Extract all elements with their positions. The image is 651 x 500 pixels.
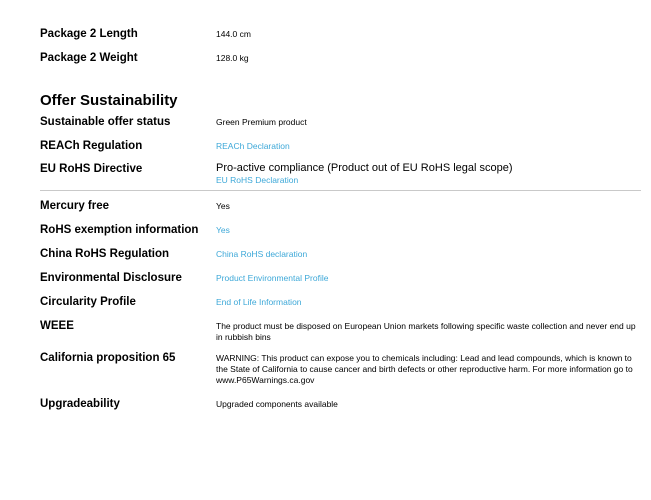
spec-label: Circularity Profile — [40, 296, 136, 308]
china-rohs-declaration-link[interactable]: China RoHS declaration — [216, 249, 308, 259]
product-environmental-profile-link[interactable]: Product Environmental Profile — [216, 273, 329, 283]
spec-label: Environmental Disclosure — [40, 272, 182, 284]
spec-label: Package 2 Weight — [40, 52, 138, 64]
spec-label: REACh Regulation — [40, 140, 143, 152]
eu-rohs-declaration-link[interactable]: EU RoHS Declaration — [216, 175, 299, 185]
spec-label: Upgradeability — [40, 398, 120, 410]
spec-label: RoHS exemption information — [40, 224, 199, 236]
spec-value: Pro-active compliance (Product out of EU RoHS legal scope) — [216, 162, 513, 174]
spec-label: California proposition 65 — [40, 352, 176, 364]
section-title-offer-sustainability: Offer Sustainability — [40, 92, 178, 109]
spec-value: 128.0 kg — [216, 53, 249, 63]
spec-label: China RoHS Regulation — [40, 248, 170, 260]
spec-value: Yes — [216, 201, 230, 211]
reach-declaration-link[interactable]: REACh Declaration — [216, 141, 290, 151]
spec-value: The product must be disposed on European Union markets following specific waste collection and never end up in rubbish bins — [216, 321, 636, 342]
spec-value: Upgraded components available — [216, 399, 338, 409]
end-of-life-information-link[interactable]: End of Life Information — [216, 297, 302, 307]
rohs-exemption-link[interactable]: Yes — [216, 225, 230, 235]
spec-label: Sustainable offer status — [40, 116, 171, 128]
spec-label: WEEE — [40, 320, 74, 332]
spec-label: Package 2 Length — [40, 28, 138, 40]
spec-label: Mercury free — [40, 200, 110, 212]
spec-value: 144.0 cm — [216, 29, 251, 39]
spec-label: EU RoHS Directive — [40, 163, 143, 175]
spec-value: WARNING: This product can expose you to chemicals including: Lead and lead compounds, which is known to the State of California to cause cancer and birth defects or other reproductive harm. For more information go to www.P65Warnings.ca.gov — [216, 353, 633, 385]
divider — [40, 190, 641, 191]
spec-value: Green Premium product — [216, 117, 307, 127]
